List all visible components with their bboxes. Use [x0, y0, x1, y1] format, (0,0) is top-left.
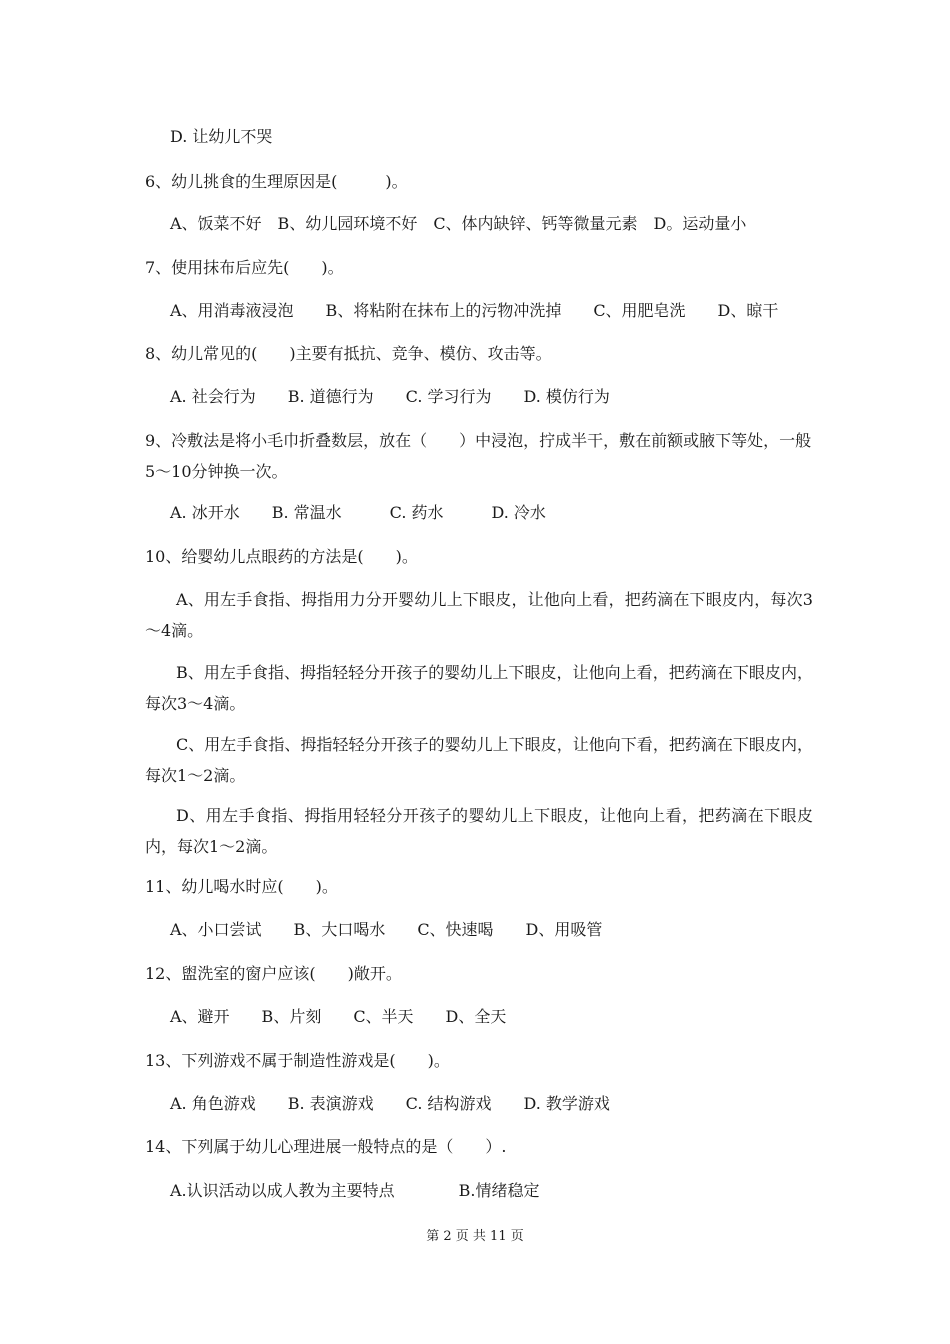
question-12-options: A、避开 B、片刻 C、半天 D、全天: [170, 1007, 507, 1026]
question-6: 6、幼儿挑食的生理原因是( )。: [145, 172, 408, 191]
page-footer: 第 2 页 共 11 页: [426, 1229, 524, 1244]
question-10-option-d: D、用左手食指、拇指用轻轻分开孩子的婴幼儿上下眼皮，让他向上看，把药滴在下眼皮内，每次1～2滴。: [145, 806, 813, 856]
question-10-option-a: A、用左手食指、拇指用力分开婴幼儿上下眼皮，让他向上看，把药滴在下眼皮内，每次3～4滴。: [145, 590, 813, 640]
question-14-options: A.认识活动以成人教为主要特点 B.情绪稳定: [170, 1181, 540, 1200]
question-13: 13、下列游戏不属于制造性游戏是( )。: [145, 1051, 450, 1070]
question-14: 14、下列属于幼儿心理进展一般特点的是（ ）.: [145, 1137, 507, 1156]
question-10-option-b: B、用左手食指、拇指轻轻分开孩子的婴幼儿上下眼皮，让他向上看，把药滴在下眼皮内，每次3～4滴。: [145, 663, 813, 713]
question-6-options: A、饭菜不好 B、幼儿园环境不好 C、体内缺锌、钙等微量元素 D。运动量小: [170, 214, 747, 233]
question-11-options: A、小口尝试 B、大口喝水 C、快速喝 D、用吸管: [170, 920, 603, 939]
question-10-option-c: C、用左手食指、拇指轻轻分开孩子的婴幼儿上下眼皮，让他向下看，把药滴在下眼皮内，每次1～2滴。: [145, 735, 813, 785]
q5-option-d: D. 让幼儿不哭: [170, 127, 273, 146]
question-11: 11、幼儿喝水时应( )。: [145, 877, 338, 896]
question-9-options: A. 冰开水 B. 常温水 C. 药水 D. 冷水: [170, 503, 546, 522]
question-10: 10、给婴幼儿点眼药的方法是( )。: [145, 547, 418, 566]
question-12: 12、盥洗室的窗户应该( )敞开。: [145, 964, 402, 983]
question-7: 7、使用抹布后应先( )。: [145, 258, 344, 277]
question-9: 9、冷敷法是将小毛巾折叠数层，放在（ ）中浸泡，拧成半干，敷在前额或腋下等处，一般5～10分钟换一次。: [145, 431, 812, 481]
question-13-options: A. 角色游戏 B. 表演游戏 C. 结构游戏 D. 教学游戏: [170, 1094, 610, 1113]
question-8-options: A. 社会行为 B. 道德行为 C. 学习行为 D. 模仿行为: [170, 387, 610, 406]
question-7-options: A、用消毒液浸泡 B、将粘附在抹布上的污物冲洗掉 C、用肥皂洗 D、晾干: [170, 301, 779, 320]
question-8: 8、幼儿常见的( )主要有抵抗、竞争、模仿、攻击等。: [145, 344, 552, 363]
